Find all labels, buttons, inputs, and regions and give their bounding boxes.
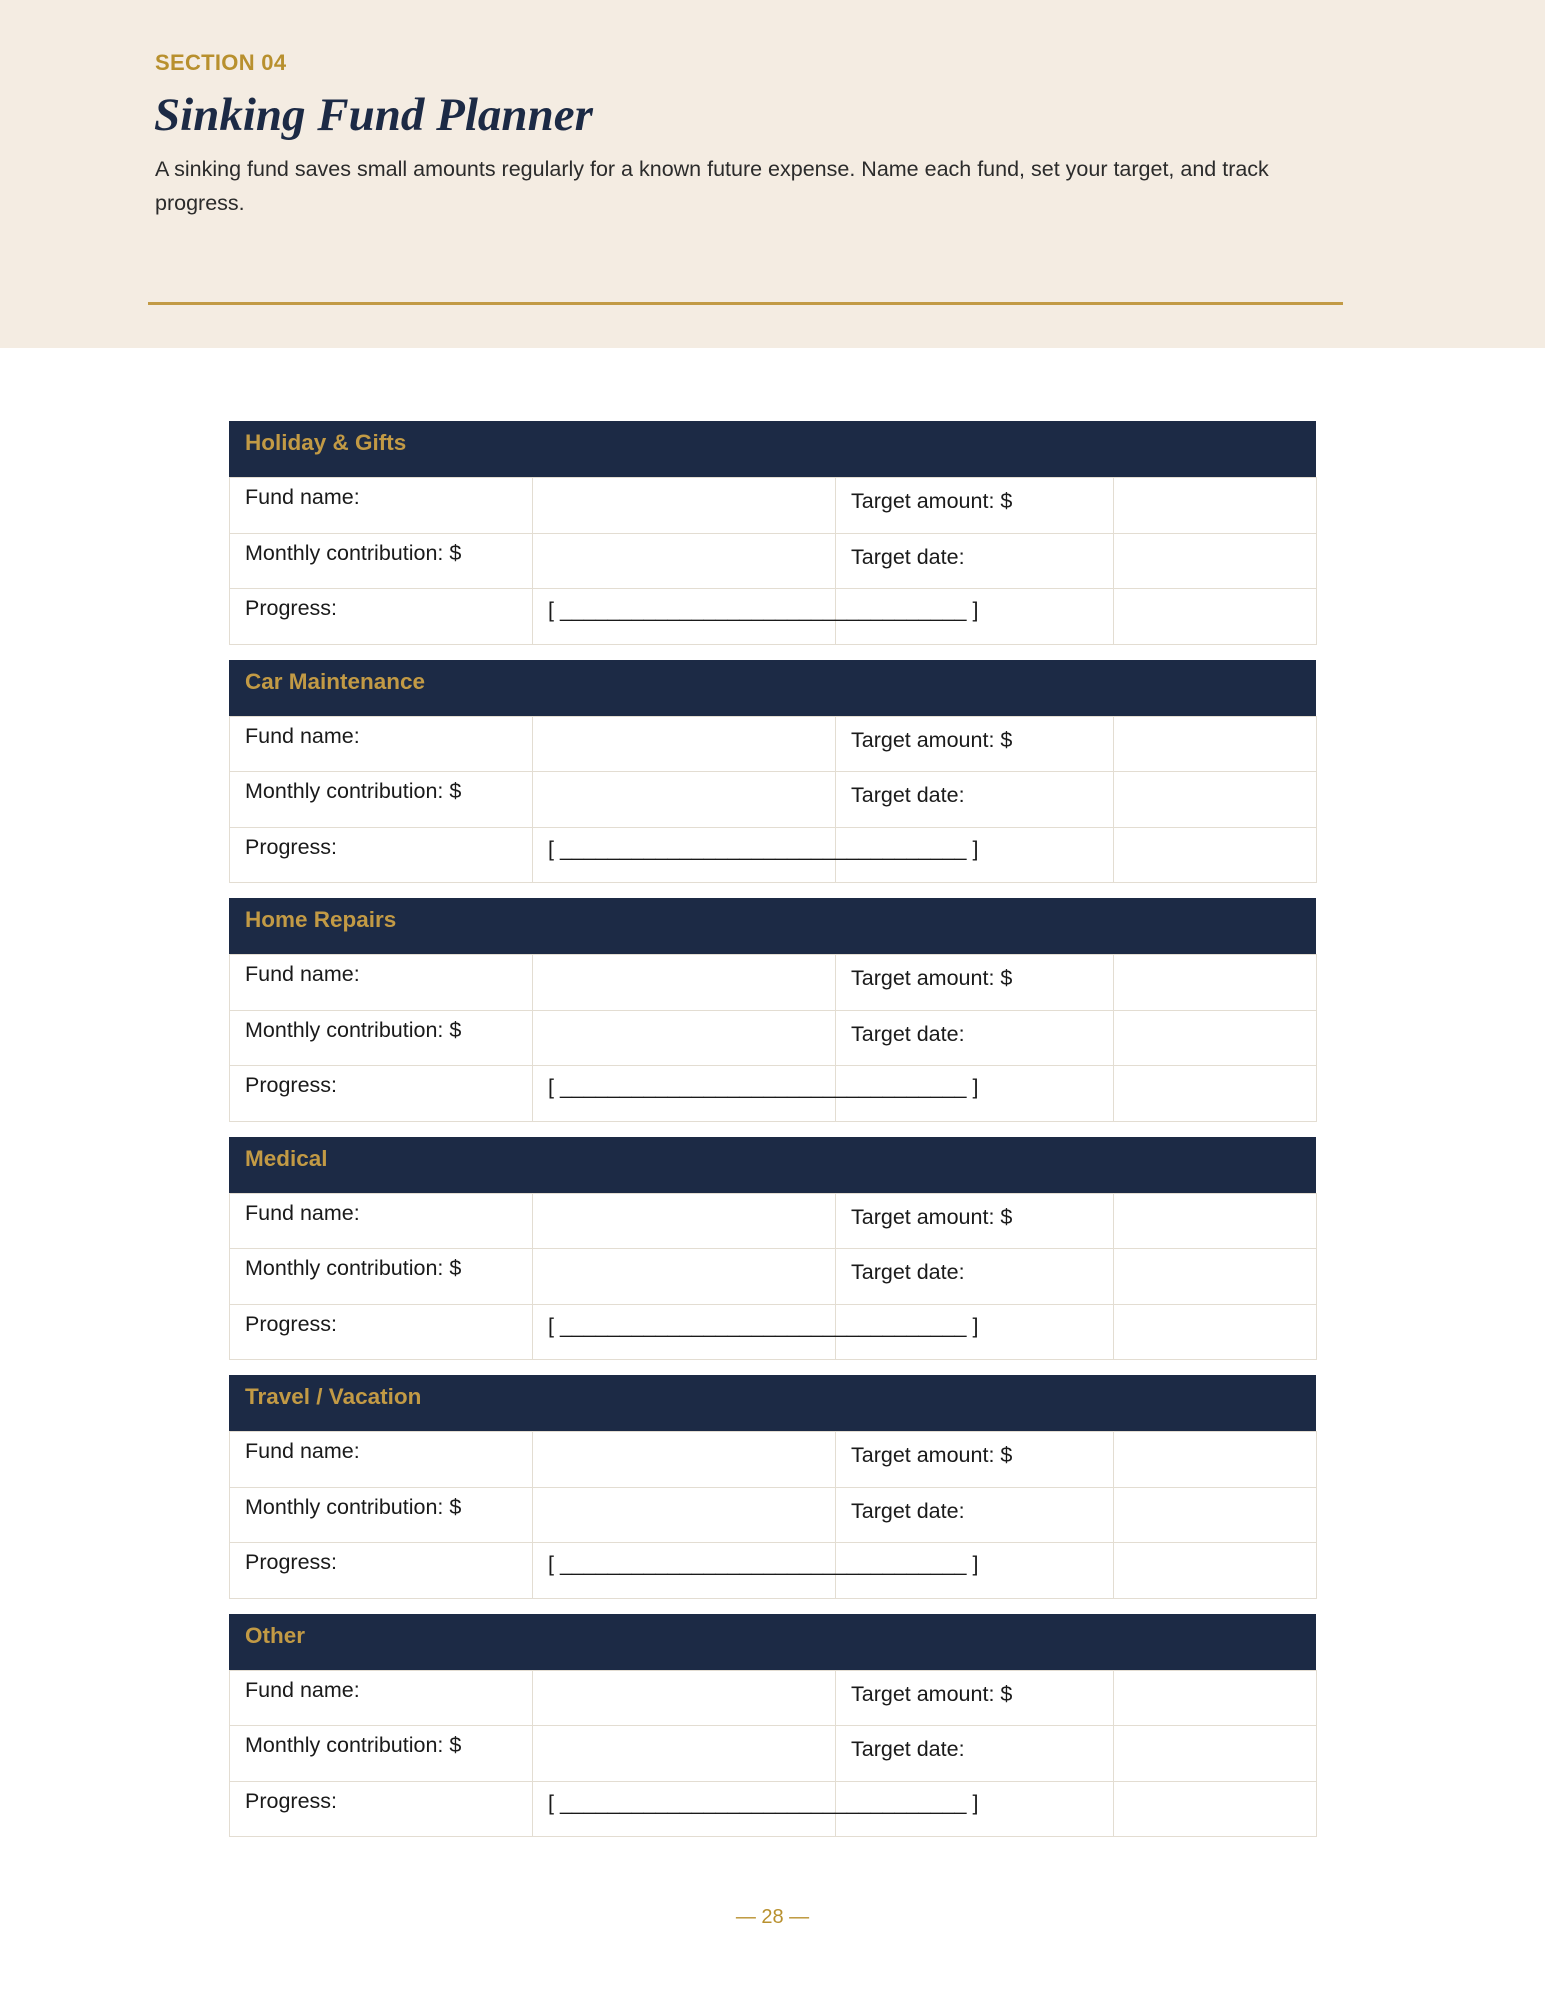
target-date-field[interactable] [1114, 1487, 1317, 1543]
target-date-label: Target date: [836, 533, 1114, 589]
monthly-contribution-label: Monthly contribution: $ [230, 1010, 533, 1066]
fund-name-label: Fund name: [230, 1670, 533, 1726]
monthly-contribution-label: Monthly contribution: $ [230, 1487, 533, 1543]
progress-label: Progress: [230, 1304, 533, 1360]
target-amount-label: Target amount: $ [836, 1670, 1114, 1726]
target-amount-field[interactable] [1114, 1432, 1317, 1488]
target-date-field[interactable] [1114, 533, 1317, 589]
fund-title: Other [229, 1614, 1316, 1670]
target-date-field[interactable] [1114, 1010, 1317, 1066]
intro-text: A sinking fund saves small amounts regularly for a known future expense. Name each fund, set your target, and track progress. [155, 157, 1269, 215]
fund-row-contribution [230, 533, 1317, 589]
progress-bar-blank[interactable]: [ __________________________________ ] [533, 1304, 836, 1360]
progress-label: Progress: [230, 827, 533, 883]
target-amount-field[interactable] [1114, 955, 1317, 1011]
target-date-label: Target date: [836, 1487, 1114, 1543]
target-amount-field[interactable] [1114, 1193, 1317, 1249]
fund-block [229, 421, 1316, 645]
page-title: Sinking Fund Planner [154, 89, 593, 141]
fund-title: Medical [229, 1137, 1316, 1193]
fund-block [229, 898, 1316, 1122]
fund-name-label: Fund name: [230, 955, 533, 1011]
fund-row-progress [230, 827, 1317, 883]
fund-name-label: Fund name: [230, 716, 533, 772]
monthly-contribution-field[interactable] [533, 1249, 836, 1305]
target-amount-field[interactable] [1114, 478, 1317, 534]
target-amount-label: Target amount: $ [836, 1193, 1114, 1249]
fund-name-field[interactable] [533, 478, 836, 534]
target-date-field[interactable] [1114, 772, 1317, 828]
fund-row-name [230, 1193, 1317, 1249]
progress-extra-field[interactable] [1114, 1543, 1317, 1599]
progress-extra-field[interactable] [1114, 1066, 1317, 1122]
fund-block [229, 1614, 1316, 1838]
target-amount-label: Target amount: $ [836, 478, 1114, 534]
fund-table [229, 1193, 1317, 1361]
fund-list [229, 421, 1316, 1852]
fund-name-label: Fund name: [230, 1193, 533, 1249]
fund-table [229, 477, 1317, 645]
fund-row-contribution [230, 1010, 1317, 1066]
monthly-contribution-field[interactable] [533, 1487, 836, 1543]
header-divider [148, 302, 1343, 305]
fund-row-contribution [230, 1487, 1317, 1543]
fund-title: Home Repairs [229, 898, 1316, 954]
monthly-contribution-label: Monthly contribution: $ [230, 772, 533, 828]
target-amount-field[interactable] [1114, 716, 1317, 772]
monthly-contribution-label: Monthly contribution: $ [230, 1726, 533, 1782]
monthly-contribution-label: Monthly contribution: $ [230, 1249, 533, 1305]
progress-extra-field[interactable] [1114, 589, 1317, 645]
fund-table [229, 1670, 1317, 1838]
fund-block [229, 1375, 1316, 1599]
progress-label: Progress: [230, 589, 533, 645]
fund-name-field[interactable] [533, 716, 836, 772]
fund-row-contribution [230, 1726, 1317, 1782]
monthly-contribution-field[interactable] [533, 772, 836, 828]
fund-name-field[interactable] [533, 1432, 836, 1488]
target-date-label: Target date: [836, 1726, 1114, 1782]
fund-row-progress [230, 1543, 1317, 1599]
header-band [0, 0, 1545, 348]
fund-title: Holiday & Gifts [229, 421, 1316, 477]
fund-block [229, 660, 1316, 884]
progress-extra-field[interactable] [1114, 1304, 1317, 1360]
fund-name-label: Fund name: [230, 1432, 533, 1488]
progress-bar-blank[interactable]: [ __________________________________ ] [533, 589, 836, 645]
fund-row-name [230, 716, 1317, 772]
target-amount-label: Target amount: $ [836, 955, 1114, 1011]
monthly-contribution-field[interactable] [533, 533, 836, 589]
target-date-field[interactable] [1114, 1726, 1317, 1782]
fund-table [229, 1431, 1317, 1599]
fund-row-contribution [230, 772, 1317, 828]
fund-row-name [230, 955, 1317, 1011]
target-amount-field[interactable] [1114, 1670, 1317, 1726]
fund-title: Car Maintenance [229, 660, 1316, 716]
monthly-contribution-field[interactable] [533, 1010, 836, 1066]
fund-block [229, 1137, 1316, 1361]
target-amount-label: Target amount: $ [836, 1432, 1114, 1488]
target-date-label: Target date: [836, 1010, 1114, 1066]
progress-extra-field[interactable] [1114, 1781, 1317, 1837]
progress-bar-blank[interactable]: [ __________________________________ ] [533, 1543, 836, 1599]
monthly-contribution-label: Monthly contribution: $ [230, 533, 533, 589]
progress-label: Progress: [230, 1066, 533, 1122]
fund-name-field[interactable] [533, 1670, 836, 1726]
fund-row-name [230, 1432, 1317, 1488]
fund-row-name [230, 478, 1317, 534]
fund-row-contribution [230, 1249, 1317, 1305]
fund-name-label: Fund name: [230, 478, 533, 534]
monthly-contribution-field[interactable] [533, 1726, 836, 1782]
fund-row-progress [230, 1066, 1317, 1122]
page-number: — 28 — [735, 1906, 810, 1928]
progress-bar-blank[interactable]: [ __________________________________ ] [533, 1781, 836, 1837]
fund-title: Travel / Vacation [229, 1375, 1316, 1431]
fund-row-progress [230, 1304, 1317, 1360]
target-amount-label: Target amount: $ [836, 716, 1114, 772]
fund-table [229, 954, 1317, 1122]
fund-table [229, 716, 1317, 884]
progress-extra-field[interactable] [1114, 827, 1317, 883]
fund-name-field[interactable] [533, 1193, 836, 1249]
fund-row-progress [230, 1781, 1317, 1837]
fund-name-field[interactable] [533, 955, 836, 1011]
fund-row-name [230, 1670, 1317, 1726]
progress-bar-blank[interactable]: [ __________________________________ ] [533, 827, 836, 883]
section-label: SECTION 04 [155, 50, 287, 75]
progress-label: Progress: [230, 1543, 533, 1599]
fund-row-progress [230, 589, 1317, 645]
progress-bar-blank[interactable]: [ __________________________________ ] [533, 1066, 836, 1122]
target-date-label: Target date: [836, 1249, 1114, 1305]
target-date-field[interactable] [1114, 1249, 1317, 1305]
progress-label: Progress: [230, 1781, 533, 1837]
target-date-label: Target date: [836, 772, 1114, 828]
